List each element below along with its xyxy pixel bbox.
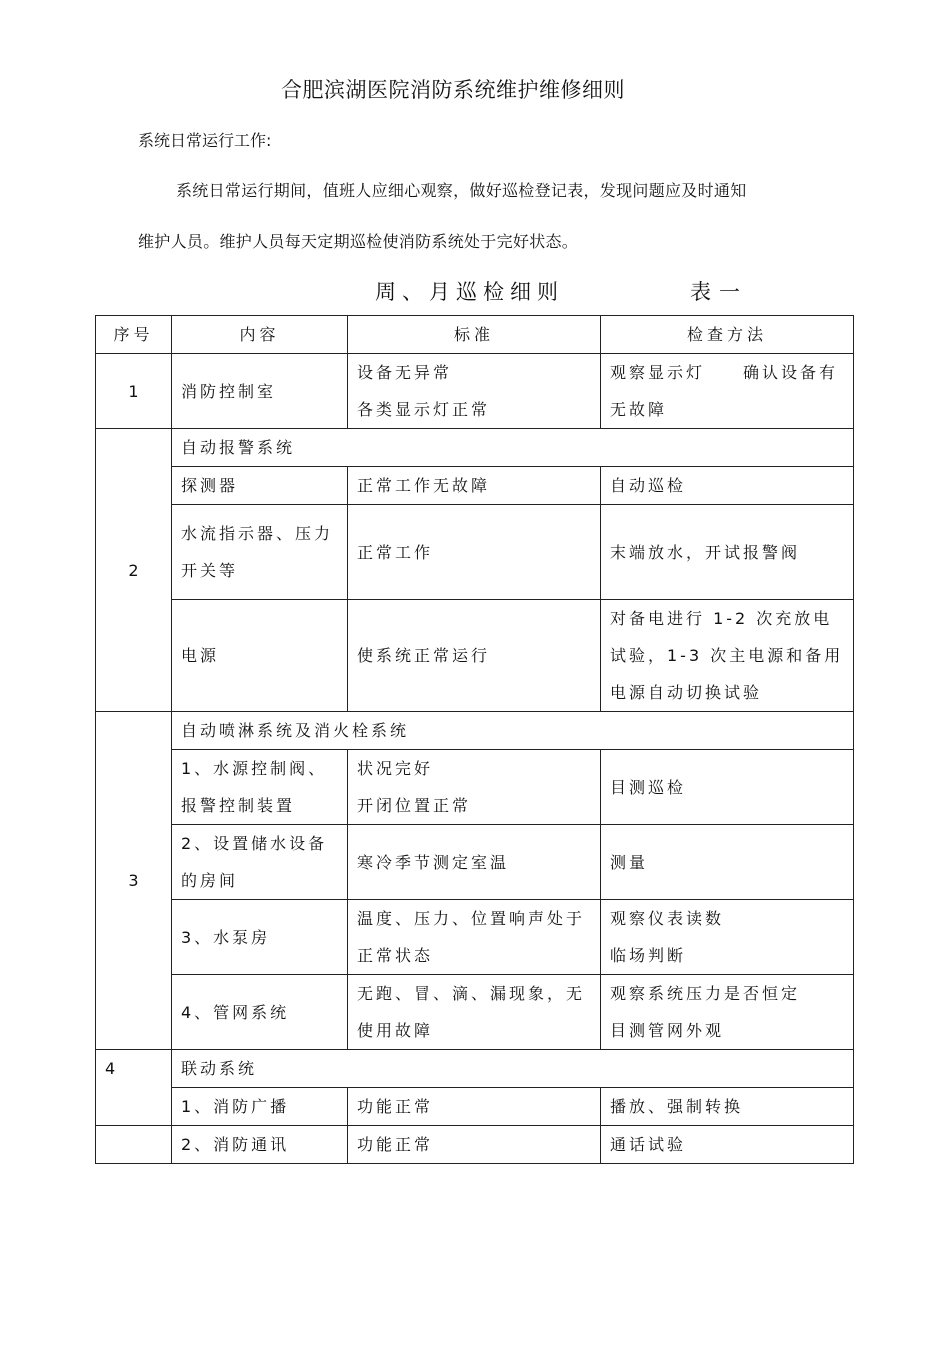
row-standard: 设备无异常 各类显示灯正常 — [348, 354, 601, 429]
row-content: 3、水泵房 — [172, 900, 348, 975]
header-content: 内容 — [172, 316, 348, 354]
header-standard: 标准 — [348, 316, 601, 354]
row-standard: 正常工作无故障 — [348, 467, 601, 505]
row-content: 1、消防广播 — [172, 1088, 348, 1126]
table-row — [96, 975, 854, 1050]
table-row — [96, 750, 854, 825]
table-row — [96, 825, 854, 900]
row-number: 3 — [96, 712, 172, 1050]
row-standard: 正常工作 — [348, 505, 601, 600]
table-row — [96, 712, 854, 750]
row-method: 播放、强制转换 — [601, 1088, 854, 1126]
section-heading: 系统日常运行工作: — [138, 131, 272, 150]
table-row — [96, 354, 854, 429]
row-method: 目测巡检 — [601, 750, 854, 825]
row-method: 观察系统压力是否恒定 目测管网外观 — [601, 975, 854, 1050]
row-standard: 功能正常 — [348, 1126, 601, 1164]
row-content: 消防控制室 — [172, 354, 348, 429]
table-row — [96, 900, 854, 975]
row-standard: 功能正常 — [348, 1088, 601, 1126]
table-row — [96, 505, 854, 600]
row-content: 水流指示器、压力开关等 — [172, 505, 348, 600]
row-method: 自动巡检 — [601, 467, 854, 505]
row-standard: 状况完好 开闭位置正常 — [348, 750, 601, 825]
row-method: 对备电进行 1-2 次充放电试验，1-3 次主电源和备用电源自动切换试验 — [601, 600, 854, 712]
table-row — [96, 1050, 854, 1088]
row-content: 2、消防通讯 — [172, 1126, 348, 1164]
row-standard: 温度、压力、位置响声处于正常状态 — [348, 900, 601, 975]
row-standard: 使系统正常运行 — [348, 600, 601, 712]
document-title: 合肥滨湖医院消防系统维护维修细则 — [281, 78, 625, 102]
row-method: 测量 — [601, 825, 854, 900]
row-number: 1 — [96, 354, 172, 429]
row-standard: 无跑、冒、滴、漏现象，无使用故障 — [348, 975, 601, 1050]
group-heading: 自动报警系统 — [172, 429, 854, 467]
row-number: 4 — [96, 1050, 172, 1126]
row-method: 观察仪表读数 临场判断 — [601, 900, 854, 975]
header-method: 检查方法 — [601, 316, 854, 354]
table-number: 表一 — [690, 280, 748, 304]
row-method: 通话试验 — [601, 1126, 854, 1164]
row-content: 探测器 — [172, 467, 348, 505]
table-row — [96, 1126, 854, 1164]
table-row — [96, 600, 854, 712]
row-content: 电源 — [172, 600, 348, 712]
group-heading: 自动喷淋系统及消火栓系统 — [172, 712, 854, 750]
row-number-empty — [96, 1126, 172, 1164]
table-row — [96, 429, 854, 467]
row-content: 2、设置储水设备的房间 — [172, 825, 348, 900]
table-caption: 周、月巡检细则 — [375, 280, 564, 304]
paragraph-line-1: 系统日常运行期间，值班人应细心观察，做好巡检登记表，发现问题应及时通知 — [176, 181, 747, 200]
row-method: 观察显示灯 确认设备有无故障 — [601, 354, 854, 429]
header-seq: 序号 — [96, 316, 172, 354]
row-number: 2 — [96, 429, 172, 712]
paragraph-line-2: 维护人员。维护人员每天定期巡检使消防系统处于完好状态。 — [138, 232, 579, 251]
row-content: 4、管网系统 — [172, 975, 348, 1050]
row-content: 1、水源控制阀、报警控制装置 — [172, 750, 348, 825]
table-row — [96, 467, 854, 505]
table-header-row — [96, 316, 854, 354]
group-heading: 联动系统 — [172, 1050, 854, 1088]
row-standard: 寒冷季节测定室温 — [348, 825, 601, 900]
table-row — [96, 1088, 854, 1126]
row-method: 末端放水，开试报警阀 — [601, 505, 854, 600]
inspection-table — [95, 315, 854, 1164]
